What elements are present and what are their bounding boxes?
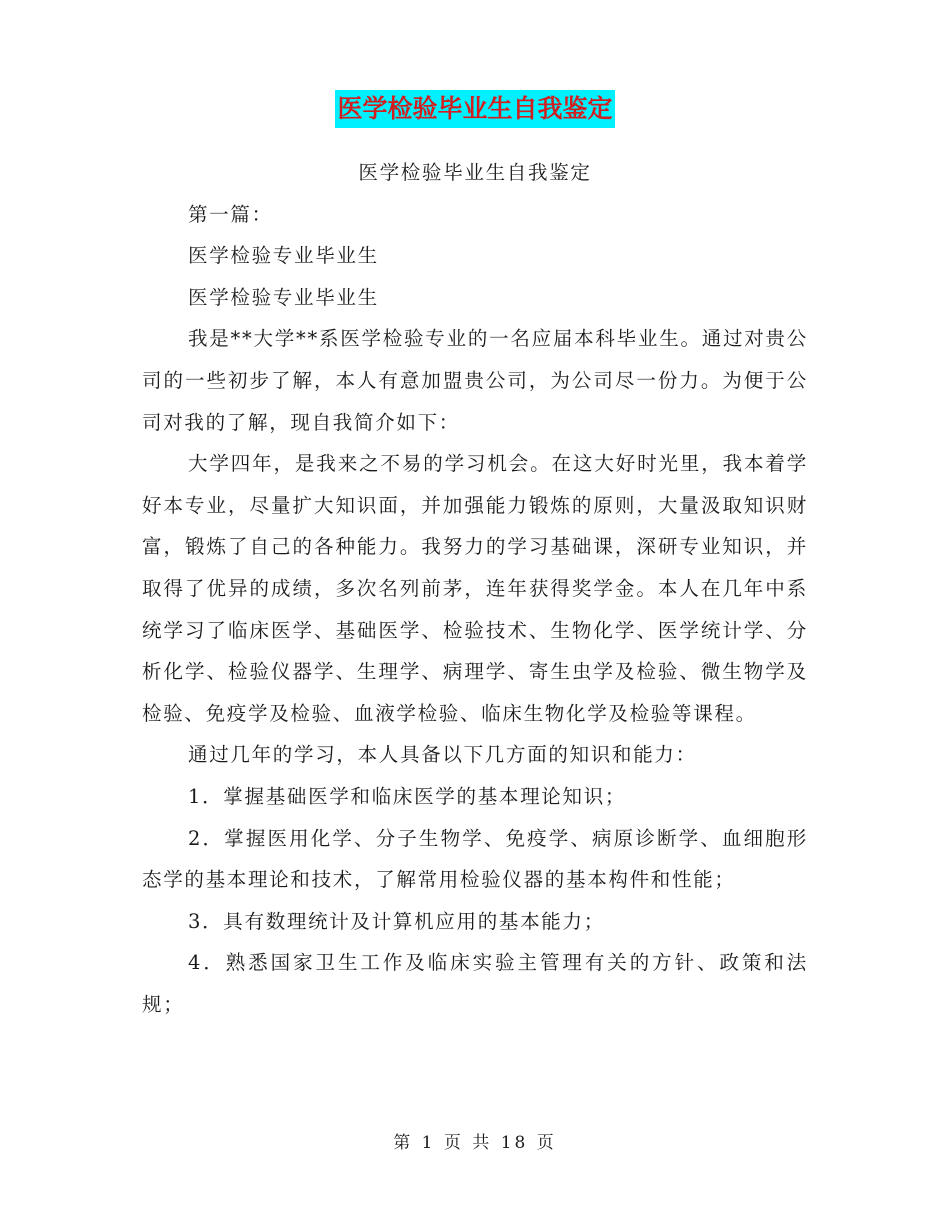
list-item: 1．掌握基础医学和临床医学的基本理论知识； [188, 784, 627, 808]
document-title-highlight: 医学检验毕业生自我鉴定 [335, 90, 614, 128]
list-item: 4．熟悉国家卫生工作及临床实验主管理有关的方针、政策和法规； [142, 951, 808, 1016]
section-heading: 第一篇： [188, 202, 273, 226]
list-item: 3．具有数理统计及计算机应用的基本能力； [188, 909, 605, 933]
paragraph: 我是**大学**系医学检验专业的一名应届本科毕业生。通过对贵公司的一些初步了解，本人有意加盟贵公司，为公司尽一份力。为便于公司对我的了解，现自我简介如下： [142, 327, 808, 434]
paragraph: 大学四年，是我来之不易的学习机会。在这大好时光里，我本着学好本专业，尽量扩大知识面，并加强能力锻炼的原则，大量汲取知识财富，锻炼了自己的各种能力。我努力的学习基础课，深研专业知识，并取得了优异的成绩，多次名列前茅，连年获得奖学金。本人在几年中系统学习了临床医学、基础医学、检验技术、生物化学、医学统计学、分析化学、检验仪器学、生理学、病理学、寄生虫学及检验、微生物学及检验、免疫学及检验、血液学检验、临床生物化学及检验等课程。 [142, 452, 808, 725]
page-footer: 第 1 页 共 18 页 [393, 1133, 557, 1153]
paragraph: 医学检验专业毕业生 [188, 244, 379, 268]
subtitle: 医学检验毕业生自我鉴定 [358, 161, 592, 184]
paragraph: 医学检验专业毕业生 [188, 285, 379, 309]
list-item: 2．掌握医用化学、分子生物学、免疫学、病原诊断学、血细胞形态学的基本理论和技术，了解常用检验仪器的基本构件和性能； [142, 826, 808, 892]
document-title [0, 90, 950, 131]
paragraph: 通过几年的学习，本人具备以下几方面的知识和能力： [188, 743, 697, 767]
document-body [142, 152, 808, 1025]
